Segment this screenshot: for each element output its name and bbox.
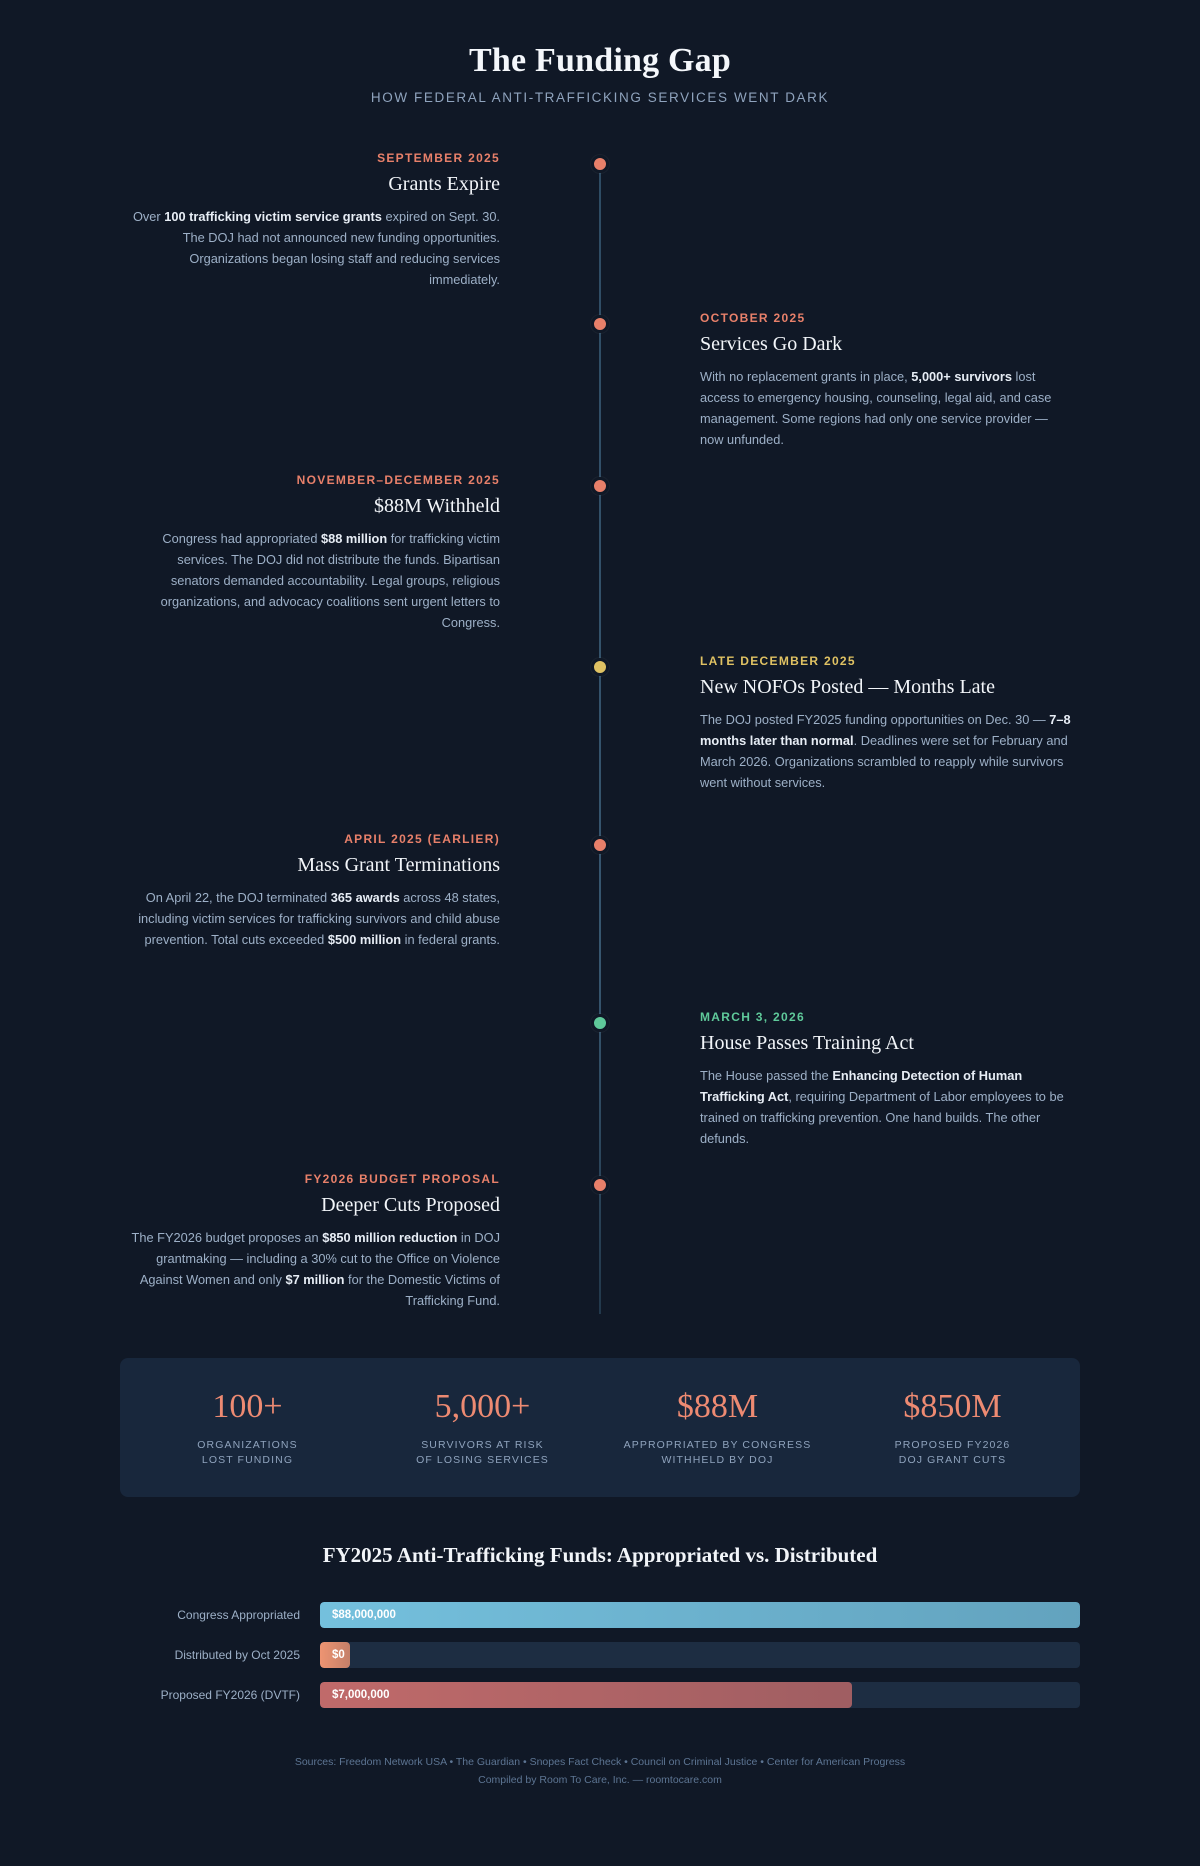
timeline-event-body: On April 22, the DOJ terminated 365 awards across 48 states, including victim services for trafficking survivors and child abuse prevention. Total cuts exceeded $500 million in federal grants.	[138, 889, 500, 947]
timeline-event-title: New NOFOs Posted — Months Late	[700, 675, 995, 698]
stat-label: PROPOSED FY2026 DOJ GRANT CUTS	[894, 1438, 1011, 1467]
timeline-date: LATE DECEMBER 2025	[700, 653, 856, 668]
timeline-event-title: $88M Withheld	[373, 495, 500, 517]
stat-label: ORGANIZATIONS LOST FUNDING	[197, 1438, 298, 1467]
bar-track	[320, 1602, 1080, 1628]
timeline-event	[60, 473, 1140, 634]
stat-item	[365, 1388, 600, 1470]
timeline-dot-icon	[591, 658, 609, 676]
stat-number: $850M	[903, 1387, 1002, 1425]
timeline-dot-icon	[591, 477, 609, 495]
timeline-date: SEPTEMBER 2025	[377, 151, 500, 165]
page-header	[0, 0, 1200, 105]
stat-number: 100+	[212, 1387, 283, 1425]
timeline-dot-icon	[591, 1014, 609, 1032]
timeline-event-title: Services Go Dark	[700, 333, 843, 355]
timeline-event-body: The House passed the Enhancing Detection of Human Trafficking Act, requiring Department of Labor employees to be trained on trafficking prevention. One hand builds. The other defunds.	[700, 1067, 1064, 1146]
timeline-event	[60, 1010, 1140, 1152]
timeline-card	[700, 654, 1072, 793]
timeline-card	[128, 151, 500, 290]
bar-value-label: $88,000,000	[332, 1609, 396, 1622]
timeline-event-title: Grants Expire	[388, 173, 500, 195]
footer-credit: Compiled by Room To Care, Inc. — roomtocare.com	[478, 1773, 722, 1786]
stats-panel	[120, 1358, 1080, 1498]
timeline-dot-icon	[591, 1176, 609, 1194]
stat-item	[600, 1388, 835, 1470]
bar-row	[120, 1642, 1080, 1668]
bar-fill	[320, 1602, 1080, 1628]
stat-label: SURVIVORS AT RISK OF LOSING SERVICES	[416, 1438, 549, 1467]
timeline-card	[700, 311, 1072, 450]
page-title: The Funding Gap	[469, 42, 731, 79]
stat-item	[835, 1388, 1070, 1470]
timeline-date: NOVEMBER–DECEMBER 2025	[296, 473, 500, 487]
bar-fill	[320, 1642, 350, 1668]
chart-section	[120, 1543, 1080, 1708]
bar-track	[320, 1682, 1080, 1708]
timeline-event-body: The FY2026 budget proposes an $850 million reduction in DOJ grantmaking — including a 30% cut to the Office on Violence Against Women and only $7 million for the Domestic Victims of Trafficking Fund.	[131, 1229, 500, 1308]
bar-track	[320, 1642, 1080, 1668]
timeline	[60, 151, 1140, 1314]
timeline-card	[128, 1172, 500, 1311]
bar-row	[120, 1602, 1080, 1628]
stat-number: $88M	[676, 1387, 759, 1425]
bar-fill	[320, 1682, 852, 1708]
chart-title: FY2025 Anti-Trafficking Funds: Appropriated vs. Distributed	[322, 1543, 878, 1568]
timeline-event-title: Mass Grant Terminations	[297, 853, 500, 876]
timeline-event	[60, 654, 1140, 812]
bar-value-label: $0	[332, 1649, 345, 1662]
timeline-date: APRIL 2025 (EARLIER)	[344, 831, 500, 846]
timeline-date: OCTOBER 2025	[700, 311, 806, 325]
timeline-dot-icon	[591, 836, 609, 854]
timeline-card	[700, 1010, 1072, 1149]
timeline-date: FY2026 BUDGET PROPOSAL	[304, 1171, 500, 1186]
timeline-event-body: Congress had appropriated $88 million for trafficking victim services. The DOJ did not distribute the funds. Bipartisan senators demanded accountability. Legal groups, religious organizations, and advocacy coalitions sent urgent letters to Congress.	[160, 531, 500, 631]
timeline-card	[128, 473, 500, 634]
bar-category-label: Congress Appropriated	[177, 1608, 300, 1623]
footer-sources: Sources: Freedom Network USA • The Guardian • Snopes Fact Check • Council on Criminal Justice • Center for American Progress	[294, 1756, 906, 1769]
stat-item	[130, 1388, 365, 1470]
timeline-event	[60, 1172, 1140, 1314]
page-subtitle: HOW FEDERAL ANTI-TRAFFICKING SERVICES WENT DARK	[370, 90, 830, 105]
page-footer	[0, 1754, 1200, 1790]
bar-category-label: Proposed FY2026 (DVTF)	[160, 1688, 300, 1703]
timeline-event	[60, 311, 1140, 453]
bar-row	[120, 1682, 1080, 1708]
timeline-dot-icon	[591, 155, 609, 173]
timeline-event-title: House Passes Training Act	[700, 1031, 914, 1054]
timeline-dot-icon	[591, 315, 609, 333]
timeline-card	[128, 832, 500, 950]
timeline-event-body: With no replacement grants in place, 5,000+ survivors lost access to emergency housing, counseling, legal aid, and case management. Some regions had only one service provider — now unfunded.	[700, 369, 1052, 448]
stat-number: 5,000+	[434, 1387, 531, 1425]
timeline-event-body: The DOJ posted FY2025 funding opportunities on Dec. 30 — 7–8 months later than normal. Deadlines were set for February and March 2026. Organizations scrambled to reapply while survivors went without services.	[700, 711, 1071, 790]
timeline-event-title: Deeper Cuts Proposed	[321, 1193, 500, 1216]
timeline-event	[60, 832, 1140, 990]
timeline-date: MARCH 3, 2026	[700, 1009, 805, 1024]
bar-category-label: Distributed by Oct 2025	[174, 1648, 300, 1663]
bar-chart	[120, 1602, 1080, 1708]
timeline-event	[60, 151, 1140, 291]
stat-label: APPROPRIATED BY CONGRESS WITHHELD BY DOJ	[623, 1438, 812, 1467]
timeline-event-body: Over 100 trafficking victim service grants expired on Sept. 30. The DOJ had not announced new funding opportunities. Organizations began losing staff and reducing services immediately.	[132, 209, 500, 288]
bar-value-label: $7,000,000	[332, 1689, 390, 1702]
